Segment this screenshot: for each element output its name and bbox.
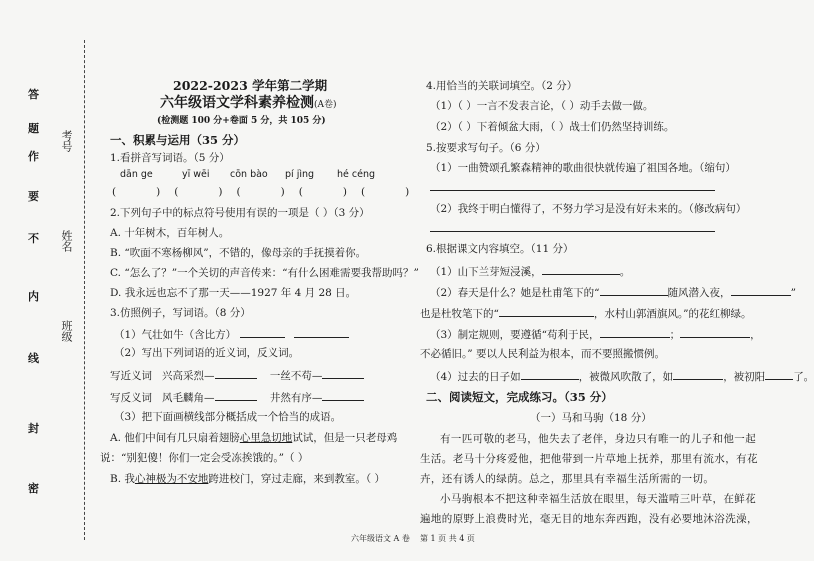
cut-line (84, 40, 85, 540)
pinyin-3: cōn bào (230, 169, 268, 180)
q3-sentence-b: B. 我心神极为不安地跨进校门，穿过走廊，来到教室。（ ） (110, 473, 385, 485)
q6-part-1: （1）山下兰芽短浸溪， 。 (430, 266, 631, 278)
binding-margin (14, 60, 50, 530)
q6-part-3: （3）制定规则，要遵循“苟利于民， ； ， (430, 329, 761, 341)
q3-part-1: （1）气壮如牛（含比方） (114, 327, 349, 341)
exam-number-field: 考号 (60, 130, 73, 152)
binding-char: 不 (28, 232, 39, 245)
pinyin-4: pí jìng (285, 169, 315, 180)
question-4: 4.用恰当的关联词填空。（2 分） (426, 80, 578, 92)
answer-blank[interactable] (542, 264, 620, 275)
answer-blank[interactable] (215, 368, 257, 379)
q2-option-c: C. “怎么了？”一个关切的声音传来：“有什么困难需要我帮助吗？” (110, 267, 419, 279)
answer-blank[interactable] (600, 285, 668, 296)
q2-option-a: A. 十年树木，百年树人。 (110, 227, 230, 239)
question-1: 1.看拼音写词语。（5 分） (110, 152, 230, 164)
q3-sentence-a: A. 他们中间有几只扇着翅膀心里急切地试试，但是一只老母鸡 (110, 432, 398, 444)
binding-char: 题 (28, 122, 39, 135)
passage-line: 卉，还有诱人的绿荫。总之，那里具有幸福生活所需的一切。 (420, 473, 715, 485)
binding-char: 内 (28, 290, 39, 303)
q3-part-3: （3）把下面画横线部分概括成一个恰当的成语。 (114, 411, 342, 423)
binding-char: 答 (28, 88, 39, 101)
antonym-row: 写反义词 风毛麟角— 井然有序— (110, 390, 364, 404)
pinyin-answer-boxes[interactable]: ( ) ( ) ( ) ( ) ( ) (112, 186, 411, 198)
binding-char: 要 (28, 190, 39, 203)
q6-part-2: （2）春天是什么？她是杜甫笔下的“ 随风潜入夜， ” (430, 287, 796, 299)
q4-part-2: （2）（ ）下着倾盆大雨，（ ）战士们仍然坚持训练。 (430, 121, 675, 133)
question-3: 3.仿照例子，写词语。（8 分） (110, 307, 251, 319)
binding-char: 密 (28, 482, 39, 495)
school-year: 2022-2023 学年第二学期 (173, 78, 328, 93)
answer-blank[interactable] (215, 390, 257, 401)
pinyin-5: hé céng (337, 169, 376, 180)
answer-blank[interactable] (765, 369, 793, 380)
answer-blank[interactable] (499, 306, 594, 317)
page-number: 第 1 页 共 4 页 (420, 534, 475, 543)
passage-line: 生活。老马十分疼爱他，把他带到一片草地上抚养，那里有流水，有花 (420, 453, 758, 465)
passage-line: 小马驹根本不把这种幸福生活放在眼里，每天滥啃三叶草，在鲜花 (440, 493, 757, 505)
q6-part-2-cont: 也是杜牧笔下的“ ，水村山郭酒旗风。”的花红柳绿。 (420, 308, 752, 320)
scoring-note: (检测题 100 分+卷面 5 分，共 105 分) (157, 116, 326, 126)
left-column (100, 0, 420, 561)
binding-char: 封 (28, 422, 39, 435)
answer-blank[interactable] (680, 327, 750, 338)
answer-blank[interactable] (600, 327, 670, 338)
synonym-row: 写近义词 兴高采烈— 一丝不苟— (110, 368, 364, 382)
binding-char: 作 (28, 150, 39, 163)
exam-title: 六年级语文学科素养检测(A卷) (160, 95, 337, 111)
section-1-heading: 一、积累与运用（35 分） (110, 133, 246, 147)
q5-part-2: （2）我终于明白懂得了，不努力学习是没有好未来的。（修改病句） (430, 203, 747, 215)
question-2: 2.下列句子中的标点符号使用有误的一项是（ ）（3 分） (110, 207, 370, 219)
class-field: 班级 (60, 320, 73, 342)
q3-part-2: （2）写出下列词语的近义词，反义词。 (114, 347, 300, 359)
q2-option-b: B. “吹面不寒杨柳风”，不错的，像母亲的手抚摸着你。 (110, 247, 367, 259)
q6-part-3-cont: 不必循旧。” 要以人民利益为根本，而不要照搬惯例。 (420, 348, 665, 360)
answer-blank[interactable] (731, 285, 791, 296)
answer-blank[interactable] (322, 390, 364, 401)
q6-part-4: （4）过去的日子如 ，被微风吹散了，如 ，被初阳 了。 (430, 371, 814, 383)
answer-blank[interactable] (673, 369, 723, 380)
q3-sentence-a-cont: 说：“别犯傻！你们一定会受冻挨饿的。”（ ） (100, 452, 309, 464)
question-6: 6.根据课文内容填空。（11 分） (426, 243, 574, 255)
answer-blank[interactable] (294, 327, 349, 338)
pinyin-2: yī wēi (182, 169, 210, 180)
answer-blank[interactable] (322, 368, 364, 379)
passage-line: 遍地的原野上浪费时光，毫无目的地东奔西跑，没有必要地沐浴洗澡， (420, 513, 758, 525)
footer-label: 六年级语文 A 卷 (351, 534, 410, 543)
answer-blank[interactable] (240, 327, 285, 338)
passage-title: （一）马和马驹（18 分） (530, 412, 652, 424)
q2-option-d: D. 我永远也忘不了那一天——1927 年 4 月 28 日。 (110, 287, 357, 299)
pinyin-1: dān ge (120, 169, 153, 180)
q4-part-1: （1）（ ）一言不发表言论，（ ）动手去做一做。 (430, 100, 654, 112)
answer-blank[interactable] (521, 369, 579, 380)
answer-line[interactable] (430, 190, 715, 191)
binding-char: 线 (28, 352, 39, 365)
name-field: 姓名 (60, 230, 73, 252)
q5-part-1: （1）一曲赞颂孔繁森精神的歌曲很快就传遍了祖国各地。（缩句） (430, 162, 736, 174)
passage-line: 有一匹可敬的老马，他失去了老伴，身边只有唯一的儿子和他一起 (440, 433, 757, 445)
right-column (420, 0, 814, 561)
answer-line[interactable] (430, 231, 715, 232)
question-5: 5.按要求写句子。（6 分） (426, 142, 546, 154)
section-2-heading: 二、阅读短文，完成练习。（35 分） (426, 390, 613, 404)
